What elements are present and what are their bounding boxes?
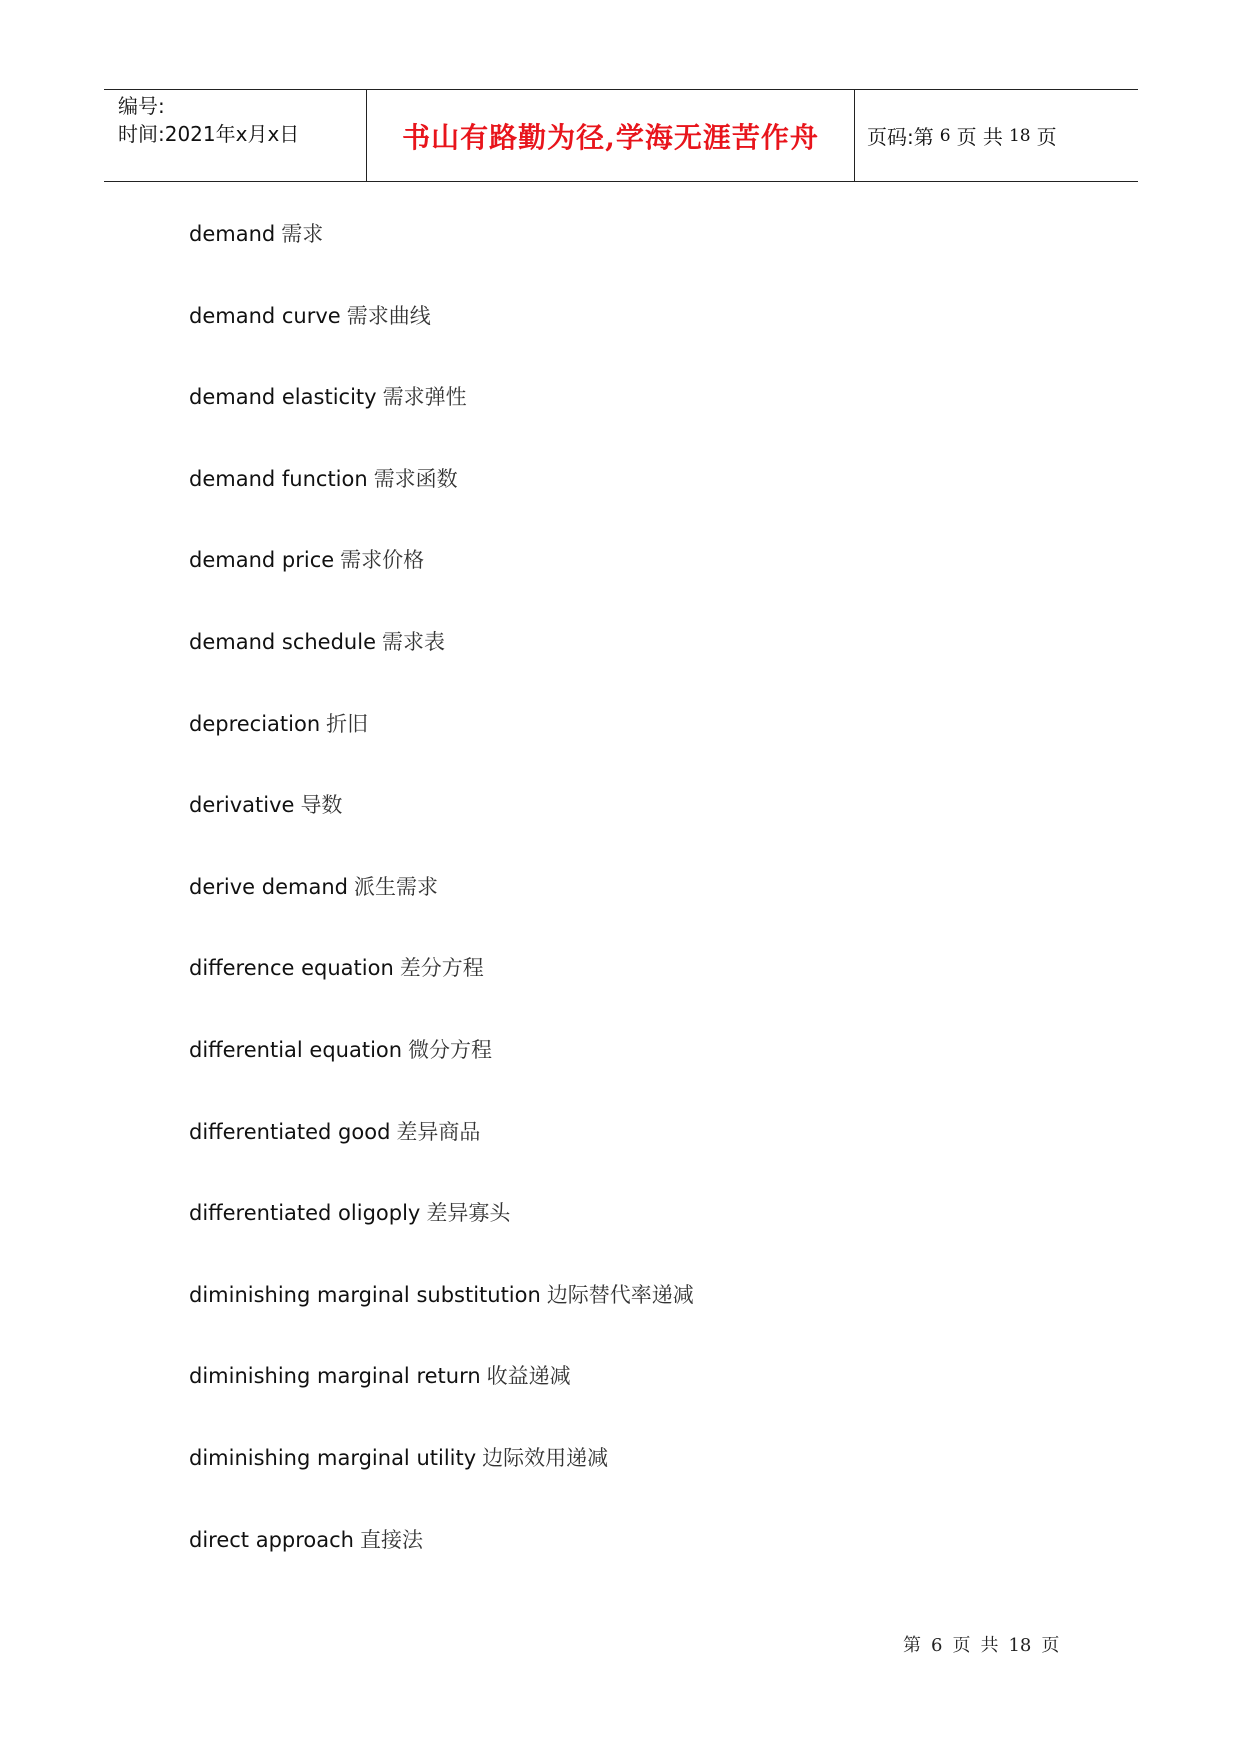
glossary-list	[189, 216, 694, 1603]
term-english: derive demand	[189, 874, 348, 899]
glossary-entry	[189, 298, 694, 380]
term-chinese: 需求表	[382, 629, 446, 654]
glossary-entry	[189, 869, 694, 951]
term-chinese: 差异寡头	[426, 1201, 511, 1226]
glossary-entry	[189, 1195, 694, 1277]
time-label: 时间:2021年x月x日	[118, 122, 300, 146]
term-english: demand schedule	[189, 629, 377, 654]
glossary-entry	[189, 1032, 694, 1114]
term-chinese: 边际效用递减	[482, 1445, 609, 1470]
glossary-entry	[189, 1114, 694, 1196]
term-chinese: 差异商品	[396, 1119, 481, 1144]
glossary-entry	[189, 1522, 694, 1604]
page-end-label: 页	[1036, 125, 1057, 149]
term-chinese: 直接法	[360, 1527, 423, 1552]
term-english: diminishing marginal substitution	[189, 1282, 541, 1307]
footer-label-2: 页	[952, 1635, 971, 1656]
page-total: 18	[1008, 125, 1031, 146]
term-english: differential equation	[189, 1037, 403, 1062]
glossary-entry	[189, 624, 694, 706]
page-footer	[903, 1631, 1069, 1657]
term-chinese: 派生需求	[353, 874, 438, 899]
document-header	[104, 89, 1138, 182]
glossary-entry	[189, 787, 694, 869]
term-english: demand function	[189, 466, 368, 491]
term-english: demand price	[189, 548, 335, 573]
glossary-entry	[189, 216, 694, 298]
page-number: 6	[939, 125, 951, 146]
glossary-entry	[189, 1358, 694, 1440]
term-chinese: 差分方程	[399, 956, 484, 981]
serial-label: 编号:	[118, 94, 165, 118]
term-chinese: 需求	[281, 222, 324, 246]
header-meta	[104, 90, 367, 181]
term-chinese: 需求价格	[340, 548, 425, 573]
page-mid-label: 页 共	[956, 125, 1003, 149]
term-english: demand	[189, 222, 276, 246]
header-motto: 书山有路勤为径,学海无涯苦作舟	[367, 90, 855, 181]
footer-label-4: 页	[1041, 1635, 1060, 1656]
footer-label-1: 第	[903, 1635, 921, 1656]
glossary-entry	[189, 706, 694, 788]
term-english: derivative	[189, 793, 295, 818]
glossary-entry	[189, 1440, 694, 1522]
term-chinese: 边际替代率递减	[546, 1282, 694, 1307]
term-english: difference equation	[189, 956, 394, 981]
glossary-entry	[189, 1277, 694, 1359]
term-english: diminishing marginal return	[189, 1364, 481, 1389]
footer-page-number: 6	[931, 1635, 943, 1656]
glossary-entry	[189, 950, 694, 1032]
term-english: direct approach	[189, 1527, 354, 1552]
footer-label-3: 共	[980, 1635, 999, 1656]
glossary-entry	[189, 542, 694, 624]
term-chinese: 导数	[300, 793, 343, 818]
term-chinese: 折旧	[326, 711, 369, 736]
page-label: 页码:第	[867, 125, 934, 149]
term-chinese: 收益递减	[486, 1364, 571, 1389]
term-chinese: 需求曲线	[346, 303, 431, 328]
term-english: demand curve	[189, 303, 341, 328]
term-english: diminishing marginal utility	[189, 1445, 477, 1470]
glossary-entry	[189, 461, 694, 543]
term-english: differentiated oligoply	[189, 1201, 421, 1226]
term-english: demand elasticity	[189, 385, 377, 410]
term-english: differentiated good	[189, 1119, 391, 1144]
header-page-info	[855, 90, 1138, 181]
term-chinese: 需求函数	[373, 466, 458, 491]
term-english: depreciation	[189, 711, 321, 736]
glossary-entry	[189, 379, 694, 461]
term-chinese: 需求弹性	[382, 385, 467, 410]
term-chinese: 微分方程	[408, 1037, 493, 1062]
footer-page-total: 18	[1008, 1635, 1032, 1656]
